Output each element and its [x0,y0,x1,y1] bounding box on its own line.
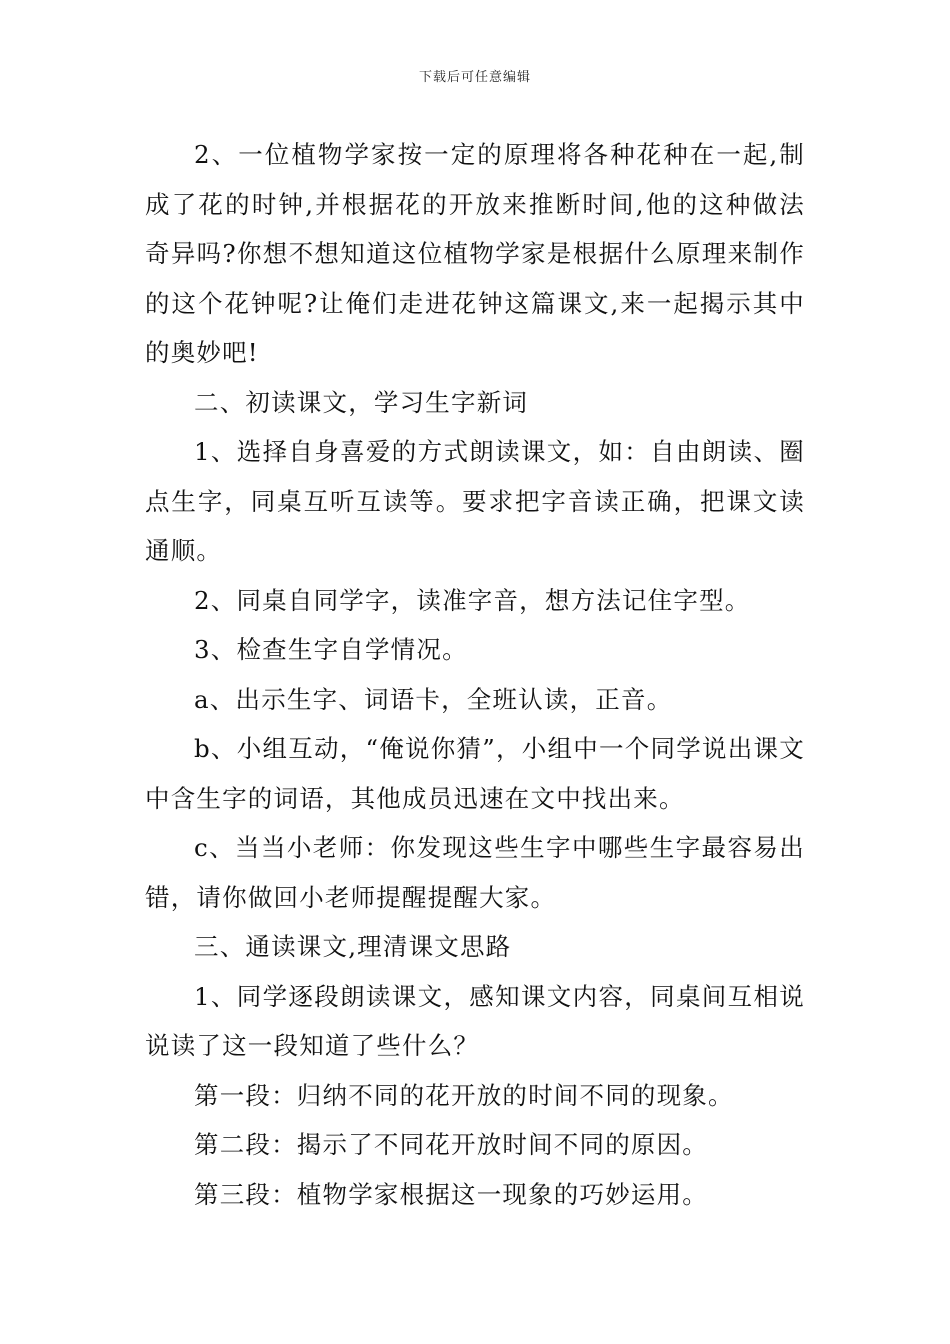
paragraph-step-3: 3、检查生字自学情况。 [194,635,468,664]
paragraph-item-a: a、出示生字、词语卡，全班认读，正音。 [194,684,673,714]
paragraph-segment-3: 第三段：植物学家根据这一现象的巧妙运用。 [194,1179,708,1209]
paragraph-intro-question: 2、一位植物学家按一定的原理将各种花种在一起,制成了花的时钟,并根据花的开放来推断时间,他的这种做法奇异吗?你想不想知道这位植物学家是根据什么原理来制作的这个花钟呢?让俺们走进花钟这篇课文,来一起揭示其中的奥妙吧! [145,140,805,367]
paragraph-segment-2: 第二段：揭示了不同花开放时间不同的原因。 [194,1130,708,1159]
section-heading-2: 二、初读课文，学习生字新词 [194,387,529,417]
paragraph-item-c: c、当当小老师：你发现这些生字中哪些生字最容易出错，请你做回小老师提醒提醒大家。 [145,833,805,912]
paragraph-section3-step-1: 1、同学逐段朗读课文，感知课文内容，同桌间互相说说读了这一段知道了些什么？ [145,981,805,1060]
section-heading-3: 三、通读课文,理清课文思路 [194,932,512,961]
paragraph-step-2: 2、同桌自同学字，读准字音，想方法记住字型。 [194,585,751,615]
document-body [145,130,805,1219]
paragraph-item-b: b、小组互动，“俺说你猜”，小组中一个同学说出课文中含生字的词语，其他成员迅速在文中找出来。 [145,734,805,813]
paragraph-segment-1: 第一段：归纳不同的花开放的时间不同的现象。 [194,1080,734,1110]
paragraph-step-1: 1、选择自身喜爱的方式朗读课文，如：自由朗读、圈点生字，同桌互听互读等。要求把字音读正确，把课文读通顺。 [145,437,805,565]
page-header: 下载后可任意编辑 [418,70,531,85]
